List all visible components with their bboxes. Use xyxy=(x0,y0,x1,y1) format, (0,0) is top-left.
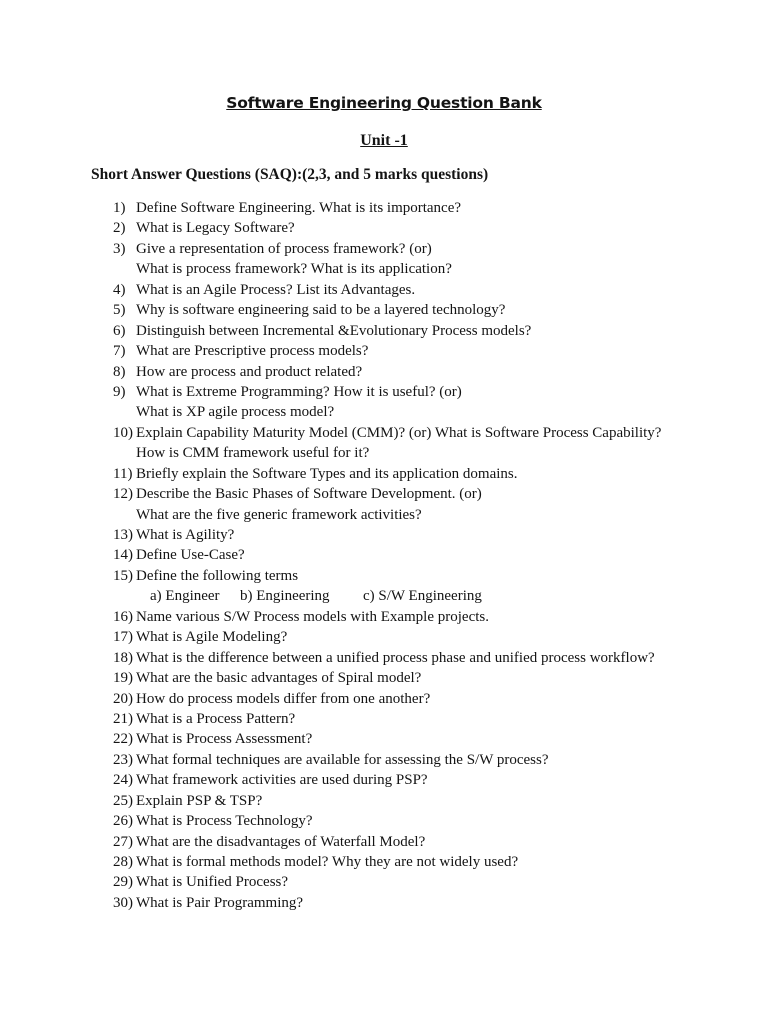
question-number: 27) xyxy=(113,833,133,850)
question-text: What is XP agile process model? xyxy=(136,404,335,421)
terms-row xyxy=(0,586,768,606)
question-number: 14) xyxy=(113,547,133,564)
question-text: Explain PSP & TSP? xyxy=(136,792,263,809)
question-text: How do process models differ from one another? xyxy=(136,690,431,707)
question-item xyxy=(0,464,768,484)
question-item xyxy=(0,545,768,565)
term-item: b) Engineering xyxy=(240,588,330,605)
question-continuation xyxy=(0,402,768,422)
question-item xyxy=(0,300,768,320)
question-item xyxy=(0,668,768,688)
question-list xyxy=(0,198,768,913)
question-text: What is a Process Pattern? xyxy=(136,710,296,727)
question-item xyxy=(0,362,768,382)
question-text: What are the disadvantages of Waterfall Model? xyxy=(136,833,426,850)
document-title: Software Engineering Question Bank xyxy=(226,94,542,112)
term-item: a) Engineer xyxy=(150,588,220,605)
question-item xyxy=(0,893,768,913)
question-text: Distinguish between Incremental &Evolutionary Process models? xyxy=(136,322,532,339)
question-number: 5) xyxy=(113,302,126,319)
question-item xyxy=(0,566,768,586)
question-continuation xyxy=(0,443,768,463)
question-number: 3) xyxy=(113,240,126,257)
question-item xyxy=(0,525,768,545)
question-text: Define Use-Case? xyxy=(136,547,245,564)
question-number: 18) xyxy=(113,649,133,666)
question-item xyxy=(0,750,768,770)
question-text: How is CMM framework useful for it? xyxy=(136,445,370,462)
question-text: What is Process Assessment? xyxy=(136,731,313,748)
question-item xyxy=(0,341,768,361)
question-number: 23) xyxy=(113,751,133,768)
question-number: 7) xyxy=(113,343,126,360)
question-text: What is Agile Modeling? xyxy=(136,629,288,646)
question-item xyxy=(0,791,768,811)
question-number: 10) xyxy=(113,424,133,441)
question-text: Why is software engineering said to be a layered technology? xyxy=(136,302,506,319)
question-number: 30) xyxy=(113,894,133,911)
question-item xyxy=(0,607,768,627)
question-text: What is Legacy Software? xyxy=(136,220,295,237)
question-item xyxy=(0,484,768,504)
question-number: 2) xyxy=(113,220,126,237)
question-text: What is Extreme Programming? How it is useful? (or) xyxy=(136,383,462,400)
question-number: 12) xyxy=(113,486,133,503)
question-text: What is process framework? What is its application? xyxy=(136,261,452,278)
question-item xyxy=(0,832,768,852)
question-item xyxy=(0,770,768,790)
question-item xyxy=(0,811,768,831)
question-text: What is Pair Programming? xyxy=(136,894,304,911)
question-text: Briefly explain the Software Types and its application domains. xyxy=(136,465,518,482)
question-item xyxy=(0,648,768,668)
question-item xyxy=(0,321,768,341)
question-text: What is Process Technology? xyxy=(136,813,313,830)
question-item xyxy=(0,423,768,443)
section-heading: Short Answer Questions (SAQ):(2,3, and 5 marks questions) xyxy=(91,166,489,183)
question-item xyxy=(0,729,768,749)
question-number: 9) xyxy=(113,383,126,400)
question-number: 26) xyxy=(113,813,133,830)
question-number: 28) xyxy=(113,854,133,870)
question-number: 19) xyxy=(113,670,133,687)
term-item: c) S/W Engineering xyxy=(363,588,482,605)
question-item xyxy=(0,852,768,872)
question-text: What is Agility? xyxy=(136,527,235,543)
question-number: 24) xyxy=(113,772,133,789)
question-number: 16) xyxy=(113,608,133,625)
question-number: 21) xyxy=(113,710,133,727)
question-number: 11) xyxy=(113,465,133,482)
question-text: What framework activities are used during PSP? xyxy=(136,772,428,789)
question-text: What is an Agile Process? List its Advantages. xyxy=(136,281,416,298)
question-item xyxy=(0,872,768,892)
question-item xyxy=(0,198,768,218)
question-text: What are the five generic framework activities? xyxy=(136,506,422,523)
question-text: Give a representation of process framework? (or) xyxy=(136,240,432,257)
question-number: 20) xyxy=(113,690,133,707)
question-text: Explain Capability Maturity Model (CMM)? (or) What is Software Process Capability? xyxy=(136,424,662,441)
question-continuation xyxy=(0,505,768,525)
question-number: 25) xyxy=(113,792,133,809)
question-text: What is Unified Process? xyxy=(136,874,289,891)
question-number: 4) xyxy=(113,281,126,298)
question-number: 6) xyxy=(113,322,126,339)
unit-heading: Unit -1 xyxy=(360,132,408,149)
question-continuation xyxy=(0,259,768,279)
question-text: How are process and product related? xyxy=(136,363,363,380)
question-text: What are Prescriptive process models? xyxy=(136,343,369,360)
question-number: 22) xyxy=(113,731,133,748)
question-item xyxy=(0,239,768,259)
question-text: Define the following terms xyxy=(136,567,299,584)
question-number: 1) xyxy=(113,200,126,216)
question-item xyxy=(0,382,768,402)
question-item xyxy=(0,627,768,647)
question-number: 17) xyxy=(113,629,133,646)
question-text: What are the basic advantages of Spiral model? xyxy=(136,670,422,687)
question-text: Define Software Engineering. What is its importance? xyxy=(136,200,462,216)
question-number: 8) xyxy=(113,363,126,380)
question-item xyxy=(0,689,768,709)
question-text: What is the difference between a unified process phase and unified process workflow? xyxy=(136,649,655,666)
question-text: What formal techniques are available for assessing the S/W process? xyxy=(136,751,549,768)
question-item xyxy=(0,709,768,729)
question-number: 13) xyxy=(113,527,133,543)
question-text: Name various S/W Process models with Example projects. xyxy=(136,608,489,625)
question-item xyxy=(0,218,768,238)
question-number: 15) xyxy=(113,567,133,584)
question-text: Describe the Basic Phases of Software Development. (or) xyxy=(136,486,482,503)
question-item xyxy=(0,280,768,300)
question-text: What is formal methods model? Why they are not widely used? xyxy=(136,854,519,870)
question-number: 29) xyxy=(113,874,133,891)
